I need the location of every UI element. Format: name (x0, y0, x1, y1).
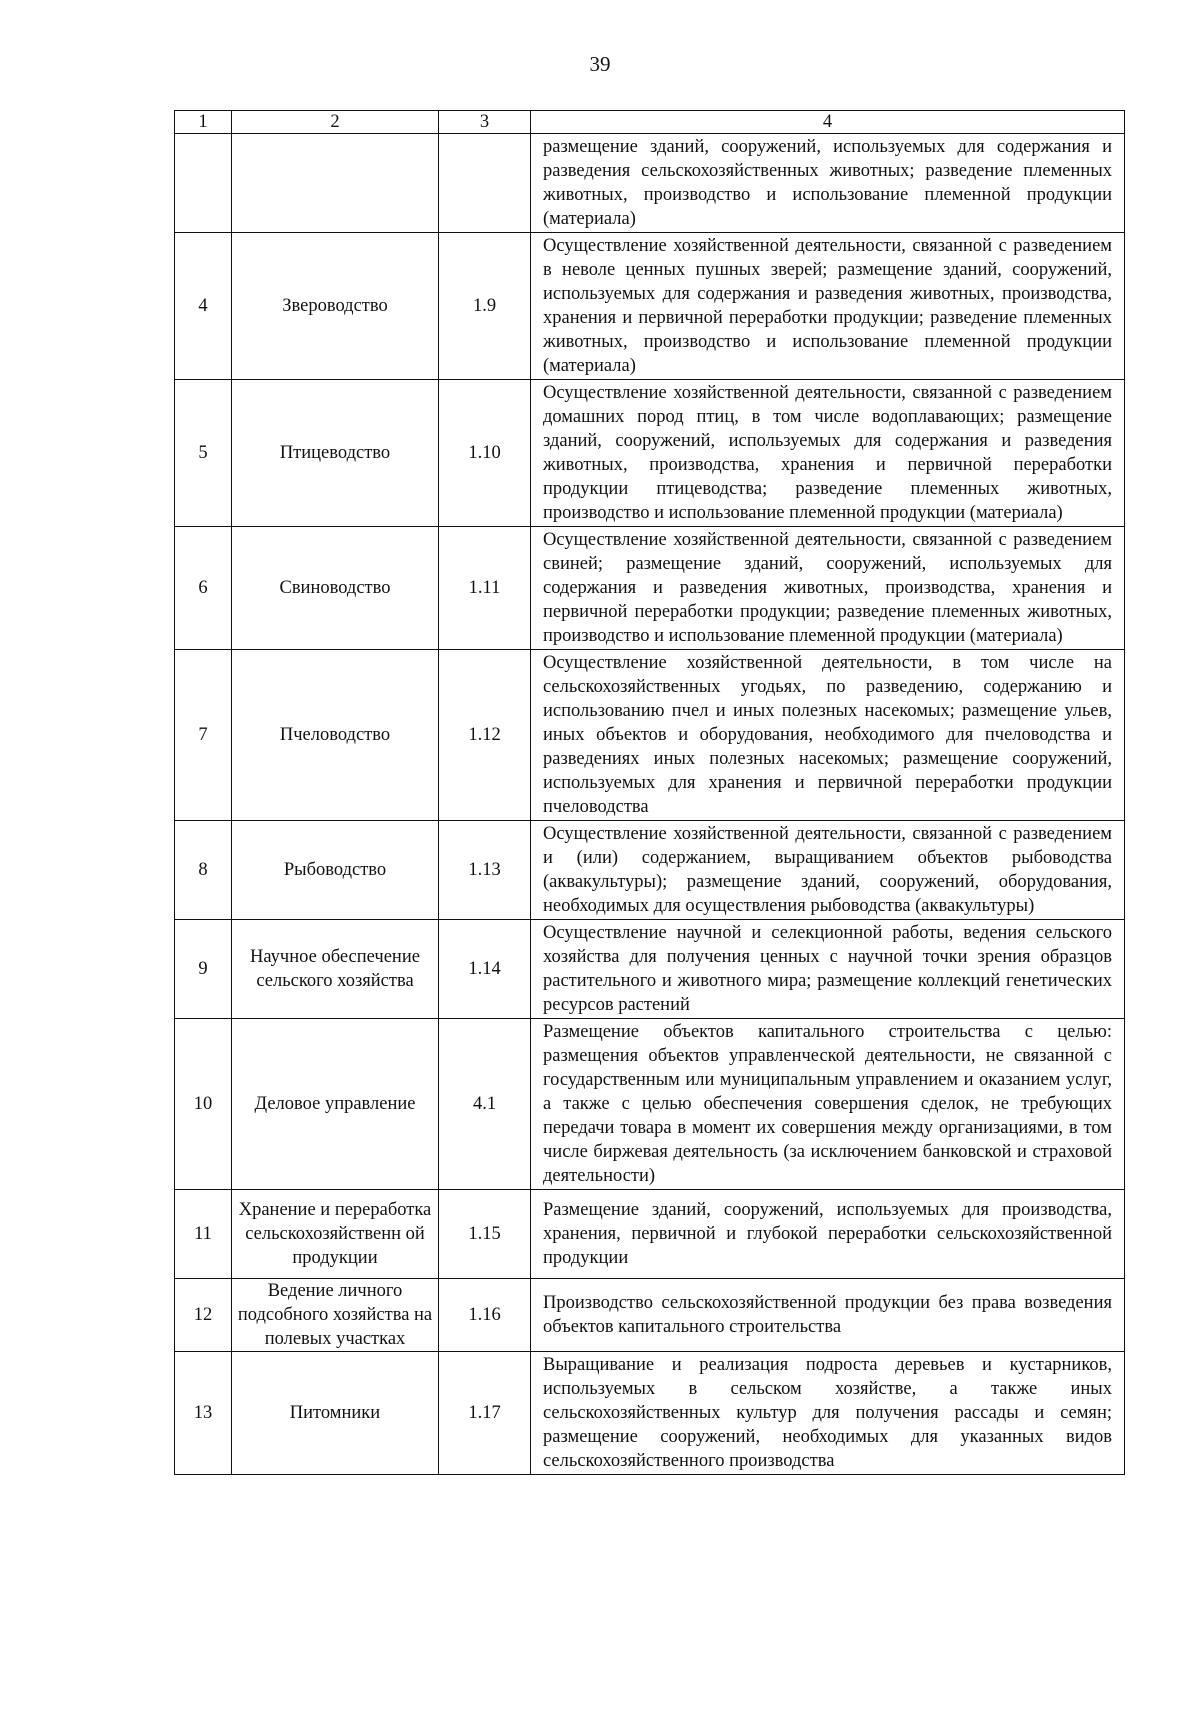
row-name: Рыбоводство (232, 821, 439, 920)
row-name: Птицеводство (232, 380, 439, 527)
table-row (175, 1352, 1125, 1475)
row-name: Хранение и переработка сельскохозяйственн ой продукции (232, 1190, 439, 1279)
row-name: Деловое управление (232, 1019, 439, 1190)
row-number: 12 (175, 1279, 232, 1352)
row-description: Осуществление научной и селекционной работы, ведения сельского хозяйства для получения ценных с научной точки зрения образцов растительного и животного мира; размещение коллекций генетических ресурсов растений (531, 920, 1125, 1019)
table-row (175, 380, 1125, 527)
row-number: 9 (175, 920, 232, 1019)
row-description: Осуществление хозяйственной деятельности, в том числе на сельскохозяйственных угодьях, по разведению, содержанию и использованию пчел и иных полезных насекомых; размещение ульев, иных объектов и оборудования, необходимого для пчеловодства и разведениях иных полезных насекомых; размещение сооружений, используемых для хранения и первичной переработки продукции пчеловодства (531, 650, 1125, 821)
row-number: 6 (175, 527, 232, 650)
row-description: Осуществление хозяйственной деятельности, связанной с разведением в неволе ценных пушных зверей; размещение зданий, сооружений, используемых для содержания и разведения животных, производства, хранения и первичной переработки продукции; разведение племенных животных, производство и использование племенной продукции (материала) (531, 233, 1125, 380)
row-code: 1.16 (439, 1279, 531, 1352)
row-code: 1.17 (439, 1352, 531, 1475)
header-col-4: 4 (531, 111, 1125, 134)
row-name: Научное обеспечение сельского хозяйства (232, 920, 439, 1019)
page-number: 39 (589, 52, 611, 76)
row-number: 4 (175, 233, 232, 380)
row-description: Размещение объектов капитального строительства с целью: размещения объектов управленческой деятельности, не связанной с государственным или муниципальным управлением и оказанием услуг, а также с целью обеспечения совершения сделок, не требующих передачи товара в момент их совершения между организациями, в том числе биржевая деятельность (за исключением банковской и страховой деятельности) (531, 1019, 1125, 1190)
row-description: Размещение зданий, сооружений, используемых для производства, хранения, первичной и глубокой переработки сельскохозяйственной продукции (531, 1190, 1125, 1279)
row-description: Осуществление хозяйственной деятельности, связанной с разведением свиней; размещение зданий, сооружений, используемых для содержания и разведения животных, производства, хранения и первичной переработки продукции; разведение племенных животных, производство и использование племенной продукции (материала) (531, 527, 1125, 650)
table-row (175, 1279, 1125, 1352)
row-code: 1.13 (439, 821, 531, 920)
row-description: Выращивание и реализация подроста деревьев и кустарников, используемых в сельском хозяйстве, а также иных сельскохозяйственных культур для получения рассады и семян; размещение сооружений, необходимых для указанных видов сельскохозяйственного производства (531, 1352, 1125, 1475)
table-header-row (175, 111, 1125, 134)
row-description: Осуществление хозяйственной деятельности, связанной с разведением домашних пород птиц, в том числе водоплавающих; размещение зданий, сооружений, используемых для содержания и разведения животных, производства, хранения и первичной переработки продукции птицеводства; разведение племенных животных, производство и использование племенной продукции (материала) (531, 380, 1125, 527)
row-name: Ведение личного подсобного хозяйства на полевых участках (232, 1279, 439, 1352)
row-name: Свиноводство (232, 527, 439, 650)
row-name (232, 134, 439, 233)
header-col-1: 1 (175, 111, 232, 134)
table-row (175, 1190, 1125, 1279)
row-code: 1.14 (439, 920, 531, 1019)
table-row (175, 1019, 1125, 1190)
row-code: 1.15 (439, 1190, 531, 1279)
table-row (175, 134, 1125, 233)
row-number: 5 (175, 380, 232, 527)
row-number (175, 134, 232, 233)
row-description: размещение зданий, сооружений, используемых для содержания и разведения сельскохозяйственных животных; разведение племенных животных, производство и использование племенной продукции (материала) (531, 134, 1125, 233)
row-name: Питомники (232, 1352, 439, 1475)
row-code: 1.11 (439, 527, 531, 650)
row-number: 11 (175, 1190, 232, 1279)
table-row (175, 821, 1125, 920)
row-name: Пчеловодство (232, 650, 439, 821)
table-row (175, 920, 1125, 1019)
row-code: 1.12 (439, 650, 531, 821)
table-row (175, 527, 1125, 650)
land-use-table (174, 110, 1125, 1475)
row-name: Звероводство (232, 233, 439, 380)
row-number: 13 (175, 1352, 232, 1475)
row-code: 1.9 (439, 233, 531, 380)
row-code: 1.10 (439, 380, 531, 527)
row-code (439, 134, 531, 233)
row-number: 8 (175, 821, 232, 920)
table-row (175, 650, 1125, 821)
header-col-2: 2 (232, 111, 439, 134)
table-row (175, 233, 1125, 380)
row-description: Осуществление хозяйственной деятельности, связанной с разведением и (или) содержанием, выращиванием объектов рыбоводства (аквакультуры); размещение зданий, сооружений, оборудования, необходимых для осуществления рыбоводства (аквакультуры) (531, 821, 1125, 920)
row-number: 7 (175, 650, 232, 821)
row-number: 10 (175, 1019, 232, 1190)
row-code: 4.1 (439, 1019, 531, 1190)
row-description: Производство сельскохозяйственной продукции без права возведения объектов капитального строительства (531, 1279, 1125, 1352)
header-col-3: 3 (439, 111, 531, 134)
